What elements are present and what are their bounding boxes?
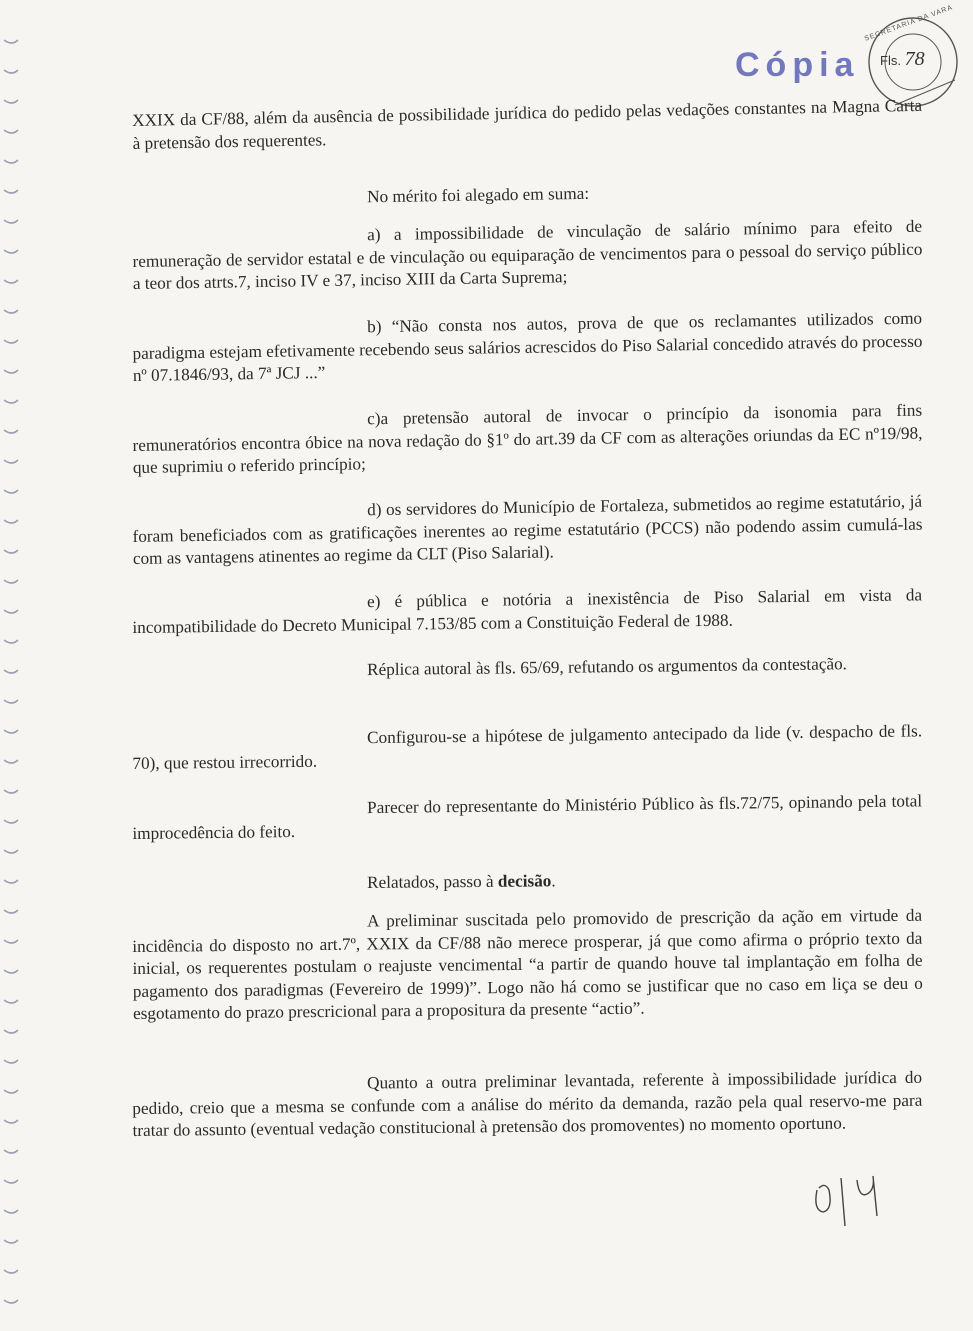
- paragraph-item-d: d) os servidores do Município de Fortaleza, submetidos ao regime estatutário, já foram beneficiados com as gratificações inerentes ao regime estatutário (PCCS) não podendo assim cumulá-las com as vantagens atinentes ao regime da CLT (Piso Salarial).: [132, 491, 923, 568]
- decisao-bold: decisão: [497, 871, 552, 891]
- paragraph-item-a: a) a impossibilidade de vinculação de salário mínimo para efeito de remuneração de servidor estatal e de vinculação ou equiparação de vencimentos para o pessoal do serviço público a teor dos atrts.7, inciso IV e 37, inciso XIII da Carta Suprema;: [132, 216, 923, 293]
- paragraph-relatados: [132, 867, 922, 896]
- seal-ring-text: SECRETARIA DA VARA: [863, 4, 954, 43]
- paragraph-preliminar-prescricao: A preliminar suscitada pelo promovido de prescrição da ação em virtude da incidência do disposto no art.7º, XXIX da CF/88 não merece prosperar, já que como afirma o próprio texto da inicial, os requerentes postulam o reajuste vencimental “a partir de quando houve tal implantação em folha de pagamento dos paradigmas (Fevereiro de 1999)”. Logo não há como se justificar que no caso em liça se deu o esgotamento do prazo prescricional para a propositura da presente “actio”.: [132, 905, 923, 1023]
- folio-prefix: Fls.: [880, 53, 901, 68]
- paragraph-item-e: e) é pública e notória a inexistência de Piso Salarial em vista da incompatibilidade do Decreto Municipal 7.153/85 com a Constituição Federal de 1988.: [132, 585, 923, 637]
- spiral-binding-holes: [0, 0, 30, 1331]
- paragraph-preliminar-impossibilidade: Quanto a outra preliminar levantada, referente à impossibilidade jurídica do pedido, creio que a mesma se confunde com a análise do mérito da demanda, razão pela qual reservo-me para tratar do assunto (eventual vedação constitucional à pretensão dos promoventes) no momento oportuno.: [132, 1067, 923, 1140]
- relatados-end: .: [551, 871, 556, 891]
- paragraph-preliminary-cont: XXIX da CF/88, além da ausência de possibilidade jurídica do pedido pelas vedações constantes na Magna Carta à pretensão dos requerentes.: [132, 95, 923, 153]
- handwritten-initials: [805, 1160, 895, 1235]
- paragraph-replica: Réplica autoral às fls. 65/69, refutando os argumentos da contestação.: [366, 654, 848, 680]
- copia-stamp: Cópia: [735, 46, 860, 84]
- paragraph-julgamento: Configurou-se a hipótese de julgamento antecipado da lide (v. despacho de fls. 70), que restou irrecorrido.: [132, 721, 923, 773]
- folio-label: [880, 48, 925, 71]
- paragraph-item-c: c)a pretensão autoral de invocar o princípio da isonomia para fins remuneratórios encontra óbice na nova redação do §1º do art.39 da CF com as alterações oriundas da EC nº19/98, que suprimiu o referido princípio;: [132, 400, 923, 477]
- relatados-text: Relatados, passo à: [366, 871, 498, 892]
- paragraph-item-b: b) “Não consta nos autos, prova de que os reclamantes utilizados como paradigma estejam efetivamente recebendo seus salários acrescidos do Piso Salarial concedido através do processo nº 07.1846/93, da 7ª JCJ ...”: [132, 308, 923, 385]
- folio-number: 78: [904, 48, 925, 70]
- paragraph-parecer: Parecer do representante do Ministério Público às fls.72/75, opinando pela total improcedência do feito.: [132, 791, 923, 843]
- paragraph-merit-intro: No mérito foi alegado em suma:: [366, 183, 590, 207]
